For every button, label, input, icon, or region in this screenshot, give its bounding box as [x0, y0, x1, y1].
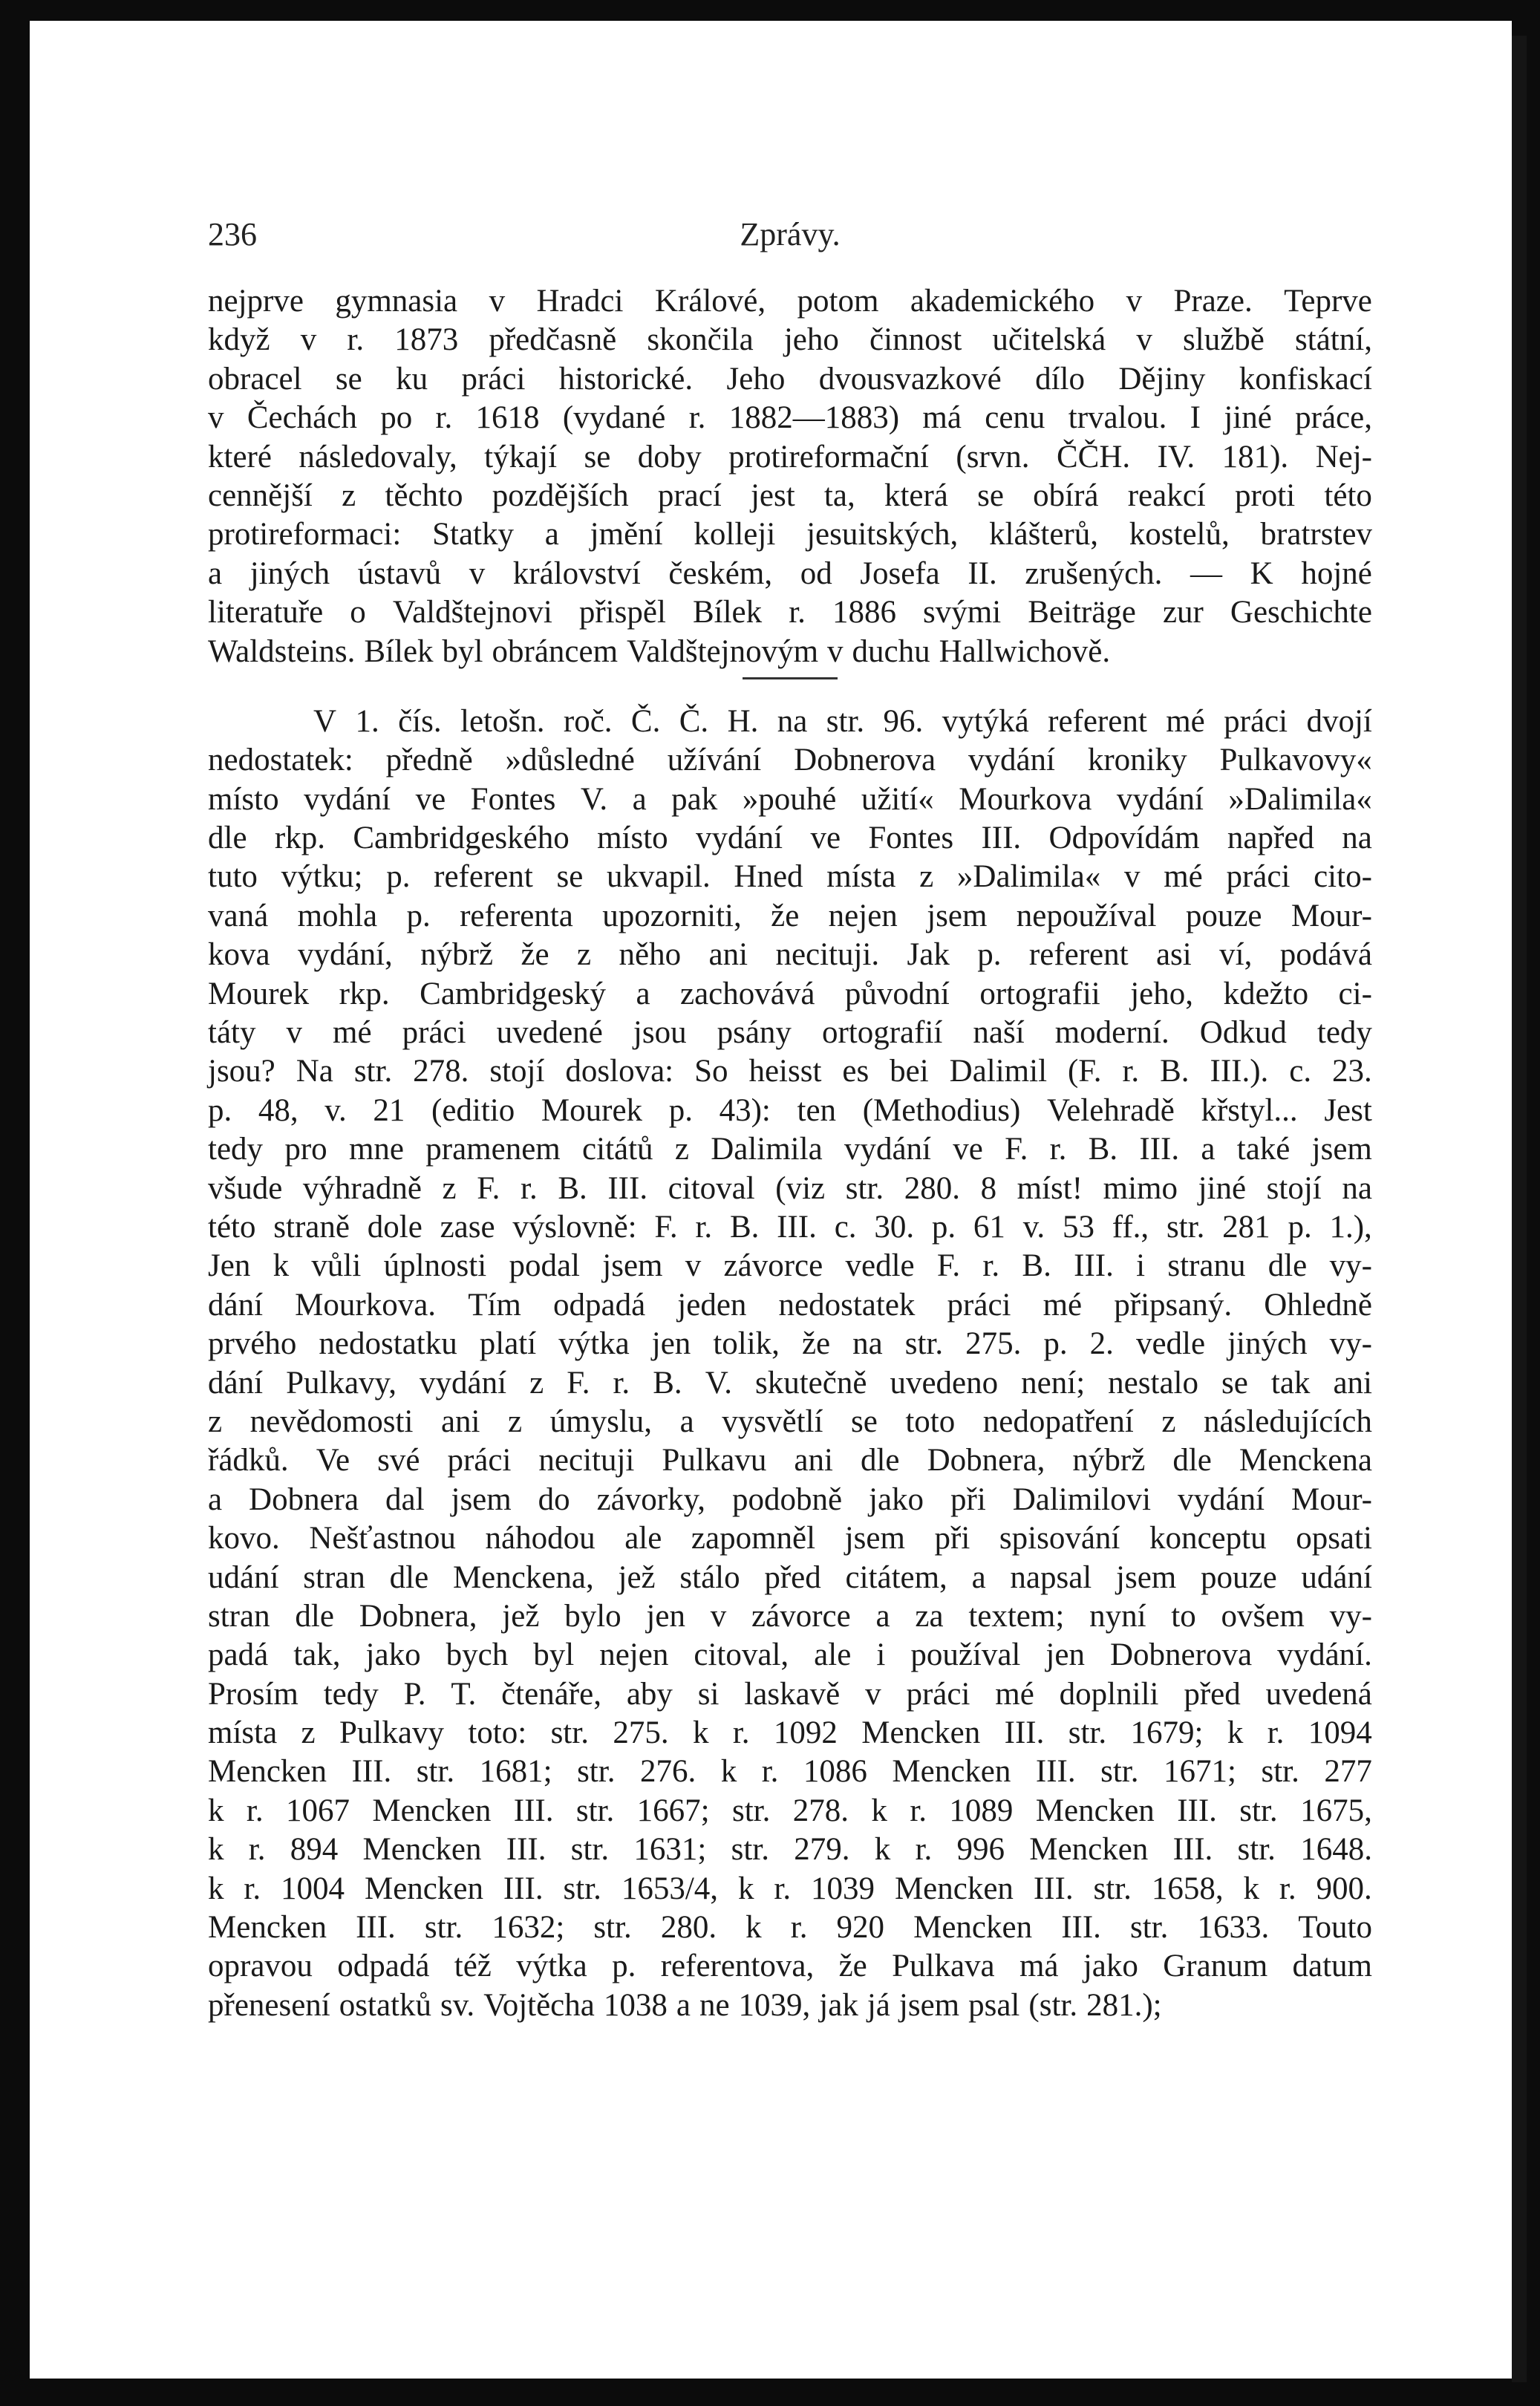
text-line: Waldsteins. Bílek byl obráncem Valdštejnovým v duchu Hallwichově.: [208, 633, 1111, 669]
text-line: padá tak, jako bych byl nejen citoval, ale i používal jen Dobnerova vydání.: [208, 1637, 1372, 1673]
text-line: cennější z těchto pozdějších prací jest ta, která se obírá reakcí proti této: [208, 477, 1372, 513]
body-text: [208, 282, 1372, 2025]
text-line: nedostatek: předně »důsledné užívání Dobnerova vydání kroniky Pulkavovy«: [208, 743, 1372, 778]
text-line: v Čechách po r. 1618 (vydané r. 1882—1883) má cenu trvalou. I jiné práce,: [208, 400, 1372, 436]
text-line: z nevědomosti ani z úmyslu, a vysvětlí se toto nedopatření z následujících: [208, 1404, 1372, 1439]
text-line: prvého nedostatku platí výtka jen tolik, že na str. 275. p. 2. vedle jiných vy-: [208, 1326, 1372, 1362]
text-line: obracel se ku práci historické. Jeho dvousvazkové dílo Dějiny konfiskací: [208, 361, 1372, 397]
page-header: [208, 215, 1372, 260]
text-line: místa z Pulkavy toto: str. 275. k r. 1092 Mencken III. str. 1679; k r. 1094: [208, 1715, 1372, 1751]
running-head: Zprávy.: [740, 216, 841, 252]
text-line: vaná mohla p. referenta upozorniti, že nejen jsem nepoužíval pouze Mour-: [208, 898, 1372, 933]
text-line: literatuře o Valdštejnovi přispěl Bílek r. 1886 svými Beiträge zur Geschichte: [208, 595, 1372, 630]
text-line: řádků. Ve své práci necituji Pulkavu ani dle Dobnera, nýbrž dle Menckena: [208, 1443, 1372, 1479]
text-line: Mencken III. str. 1632; str. 280. k r. 920 Mencken III. str. 1633. Touto: [208, 1910, 1372, 1946]
text-line: místo vydání ve Fontes V. a pak »pouhé užití« Mourkova vydání »Dalimila«: [208, 781, 1372, 817]
text-line: nejprve gymnasia v Hradci Králové, potom akademického v Praze. Teprve: [208, 284, 1372, 319]
text-line: kovo. Nešťastnou náhodou ale zapomněl jsem při spisování konceptu opsati: [208, 1521, 1372, 1556]
text-line: Mourek rkp. Cambridgeský a zachovává původní ortografii jeho, kdežto ci-: [208, 976, 1372, 1011]
text-line: všude výhradně z F. r. B. III. citoval (viz str. 280. 8 míst! mimo jiné stojí na: [208, 1170, 1372, 1206]
section-separator: [743, 677, 838, 679]
text-line: dání Pulkavy, vydání z F. r. B. V. skutečně uvedeno není; nestalo se tak ani: [208, 1365, 1372, 1401]
text-line: a Dobnera dal jsem do závorky, podobně jako při Dalimilovi vydání Mour-: [208, 1481, 1372, 1517]
page-number: 236: [208, 216, 257, 252]
text-line: p. 48, v. 21 (editio Mourek p. 43): ten (Methodius) Velehradě křstyl... Jest: [208, 1092, 1372, 1128]
text-line: této straně dole zase výslovně: F. r. B. III. c. 30. p. 61 v. 53 ff., str. 281 p. 1.),: [208, 1209, 1372, 1245]
text-line: tuto výtku; p. referent se ukvapil. Hned místa z »Dalimila« v mé práci cito-: [208, 859, 1372, 895]
text-line: V 1. čís. letošn. roč. Č. Č. H. na str. 96. vytýká referent mé práci dvojí: [313, 703, 1372, 739]
text-line: přenesení ostatků sv. Vojtěcha 1038 a ne 1039, jak já jsem psal (str. 281.);: [208, 1987, 1162, 2023]
text-line: k r. 1067 Mencken III. str. 1667; str. 278. k r. 1089 Mencken III. str. 1675,: [208, 1793, 1372, 1828]
text-line: které následovaly, týkají se doby protireformační (srvn. ČČH. IV. 181). Nej-: [208, 439, 1372, 475]
text-line: táty v mé práci uvedené jsou psány ortografií naší moderní. Odkud tedy: [208, 1015, 1372, 1051]
text-line: a jiných ústavů v království českém, od Josefa II. zrušených. — K hojné: [208, 555, 1372, 591]
text-line: kova vydání, nýbrž že z něho ani necituji. Jak p. referent asi ví, podává: [208, 937, 1372, 973]
text-line: jsou? Na str. 278. stojí doslova: So heisst es bei Dalimil (F. r. B. III.). c. 23.: [208, 1054, 1372, 1089]
text-line: Jen k vůli úplnosti podal jsem v závorce vedle F. r. B. III. i stranu dle vy-: [208, 1248, 1372, 1284]
text-line: tedy pro mne pramenem citátů z Dalimila vydání ve F. r. B. III. a také jsem: [208, 1132, 1372, 1167]
text-line: Mencken III. str. 1681; str. 276. k r. 1086 Mencken III. str. 1671; str. 277: [208, 1754, 1372, 1790]
text-line: Prosím tedy P. T. čtenáře, aby si laskavě v práci mé doplnili před uvedená: [208, 1676, 1372, 1712]
text-line: opravou odpadá též výtka p. referentova, že Pulkava má jako Granum datum: [208, 1949, 1372, 1984]
text-line: k r. 894 Mencken III. str. 1631; str. 279. k r. 996 Mencken III. str. 1648.: [208, 1832, 1372, 1868]
paragraph-1: [208, 282, 1372, 671]
scanned-page: [30, 21, 1512, 2379]
text-line: stran dle Dobnera, jež bylo jen v závorce a za textem; nyní to ovšem vy-: [208, 1598, 1372, 1634]
text-line: dání Mourkova. Tím odpadá jeden nedostatek práci mé připsaný. Ohledně: [208, 1287, 1372, 1323]
text-line: k r. 1004 Mencken III. str. 1653/4, k r. 1039 Mencken III. str. 1658, k r. 900.: [208, 1871, 1372, 1906]
text-line: udání stran dle Menckena, jež stálo před citátem, a napsal jsem pouze udání: [208, 1559, 1372, 1595]
text-line: když v r. 1873 předčasně skončila jeho činnost učitelská v službě státní,: [208, 322, 1372, 358]
paragraph-2: [208, 702, 1372, 2025]
text-line: protireformaci: Statky a jmění kolleji jesuitských, klášterů, kostelů, bratrstev: [208, 517, 1372, 552]
text-line: dle rkp. Cambridgeského místo vydání ve Fontes III. Odpovídám napřed na: [208, 821, 1372, 856]
